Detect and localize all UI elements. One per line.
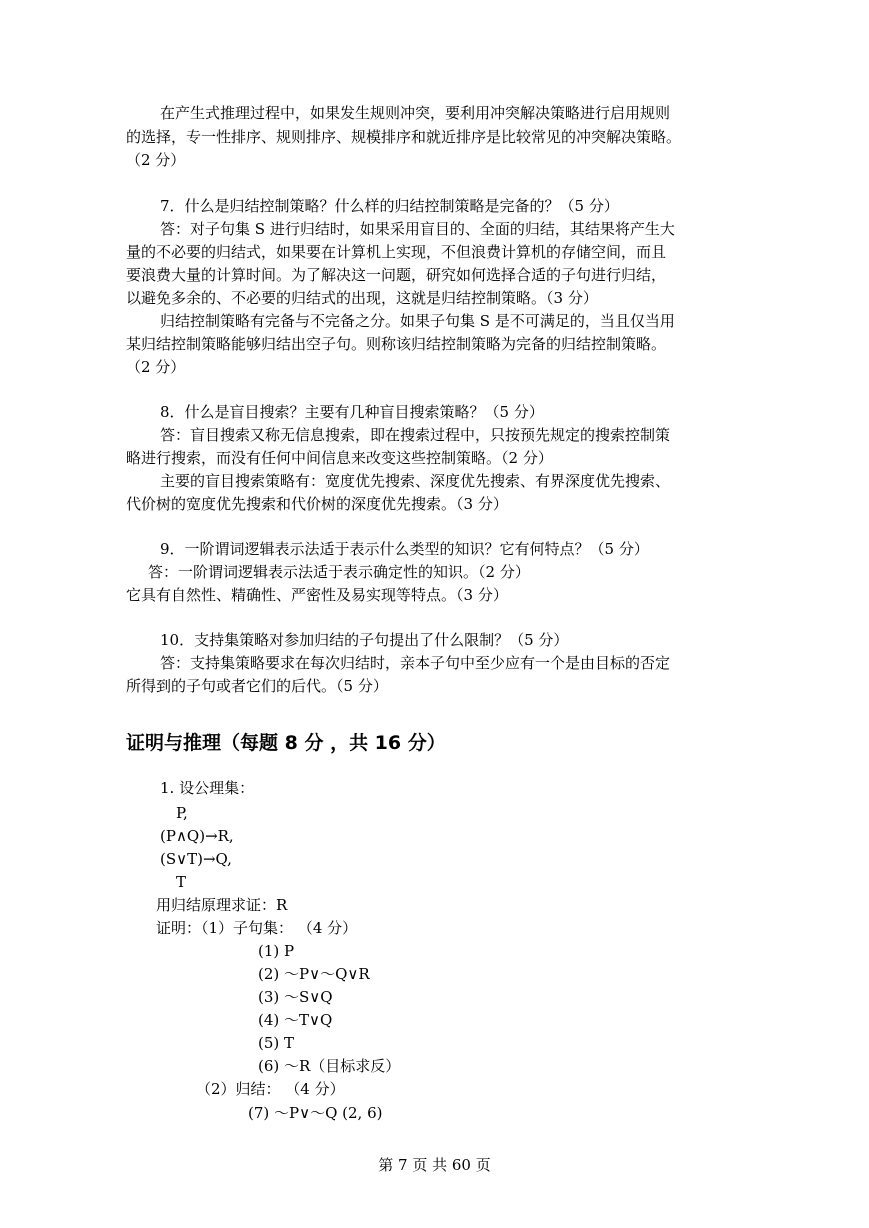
proof-item-1: 1. 设公理集： xyxy=(160,779,255,797)
text-line: （2 分） xyxy=(126,151,186,169)
proof-goal: 用归结原理求证：R xyxy=(156,896,288,914)
question-7-title: 7．什么是归结控制策略？什么样的归结控制策略是完备的？（5 分） xyxy=(160,197,619,215)
text-line: 略进行搜索，而没有任何中间信息来改变这些控制策略。（2 分） xyxy=(126,449,553,467)
text-line: 所得到的子句或者它们的后代。（5 分） xyxy=(126,677,388,695)
clause-line: (4) ～T∨Q xyxy=(258,1011,333,1029)
text-line: 以避免多余的、不必要的归结式的出现，这就是归结控制策略。（3 分） xyxy=(126,289,598,307)
text-line: 代价树的宽度优先搜索和代价树的深度优先搜索。（3 分） xyxy=(126,495,508,513)
text-line: 量的不必要的归结式，如果要在计算机上实现，不但浪费计算机的存储空间，而且 xyxy=(126,243,667,261)
text-line: 答：支持集策略要求在每次归结时，亲本子句中至少应有一个是由目标的否定 xyxy=(160,654,671,672)
proof-step-2: （2）归结： （4 分） xyxy=(196,1080,345,1098)
axiom-line: (S∨T)→Q, xyxy=(160,850,232,868)
axiom-line: T xyxy=(176,873,187,891)
text-line: 在产生式推理过程中，如果发生规则冲突，要利用冲突解决策略进行启用规则 xyxy=(160,104,671,122)
clause-line: (1) P xyxy=(258,942,295,960)
text-line: 主要的盲目搜索策略有：宽度优先搜索、深度优先搜索、有界深度优先搜索、 xyxy=(160,472,671,490)
question-9-title: 9．一阶谓词逻辑表示法适于表示什么类型的知识？它有何特点？（5 分） xyxy=(160,540,649,558)
text-line: 某归结控制策略能够归结出空子句。则称该归结控制策略为完备的归结控制策略。 xyxy=(126,335,667,353)
text-line: （2 分） xyxy=(126,358,186,376)
resolution-line: (7) ～P∨～Q (2, 6) xyxy=(248,1104,383,1122)
axiom-line: (P∧Q)→R, xyxy=(160,827,234,845)
section-title: 证明与推理（每题 8 分 ，共 16 分） xyxy=(126,732,446,754)
text-line: 答：一阶谓词逻辑表示法适于表示确定性的知识。（2 分） xyxy=(148,563,530,581)
proof-step-1: 证明：（1）子句集： （4 分） xyxy=(156,919,358,937)
question-8-title: 8．什么是盲目搜索？主要有几种盲目搜索策略？（5 分） xyxy=(160,403,544,421)
text-line: 要浪费大量的计算时间。为了解决这一问题，研究如何选择合适的子句进行归结， xyxy=(126,266,667,284)
page-footer: 第 7 页 共 60 页 xyxy=(378,1156,491,1174)
clause-line: (3) ～S∨Q xyxy=(258,988,333,1006)
clause-line: (6) ～R（目标求反） xyxy=(258,1057,401,1075)
question-10-title: 10．支持集策略对参加归结的子句提出了什么限制？（5 分） xyxy=(160,631,569,649)
text-line: 的选择，专一性排序、规则排序、规模排序和就近排序是比较常见的冲突解决策略。 xyxy=(126,128,682,146)
text-line: 归结控制策略有完备与不完备之分。如果子句集 S 是不可满足的，当且仅当用 xyxy=(160,312,675,330)
text-line: 答：盲目搜索又称无信息搜索，即在搜索过程中，只按预先规定的搜索控制策 xyxy=(160,426,671,444)
text-line: 答：对子句集 S 进行归结时，如果采用盲目的、全面的归结，其结果将产生大 xyxy=(160,220,675,238)
clause-line: (5) T xyxy=(258,1034,295,1052)
clause-line: (2) ～P∨～Q∨R xyxy=(258,965,370,983)
axiom-line: P, xyxy=(176,804,188,822)
text-line: 它具有自然性、精确性、严密性及易实现等特点。（3 分） xyxy=(126,586,508,604)
